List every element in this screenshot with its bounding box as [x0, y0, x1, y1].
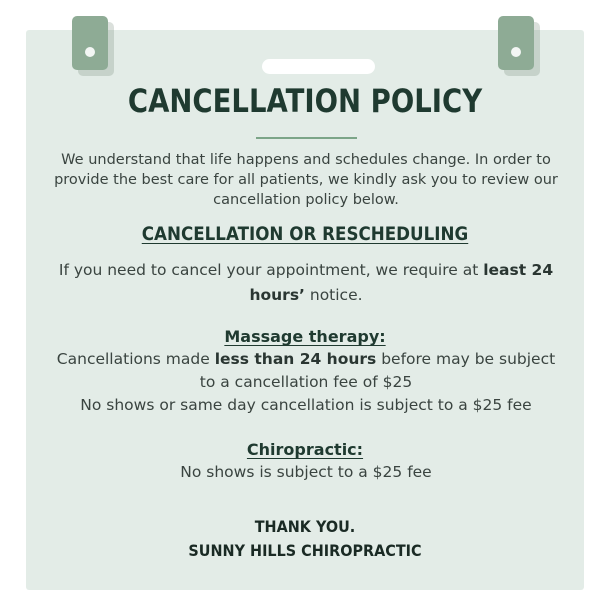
notice-text-start: If you need to cancel your appointment, we require at [58, 261, 484, 279]
massage-line-1 [30, 348, 582, 371]
massage-line-1-start: Cancellations made [56, 350, 215, 368]
thank-you-text: THANK YOU. [254, 517, 356, 536]
massage-line-1-end: before may be subject [376, 350, 556, 368]
chiropractic-line-1: No shows is subject to a $25 fee [180, 463, 432, 481]
massage-line-1-emphasis: less than 24 hours [214, 350, 377, 368]
paper-slot [262, 59, 375, 74]
left-clip-icon [72, 16, 108, 70]
clip-hole-icon [511, 47, 521, 57]
massage-policy [30, 348, 582, 417]
clip-hole-icon [85, 47, 95, 57]
title-divider [256, 137, 357, 139]
chiropractic-policy [30, 461, 582, 484]
notice-text-end: notice. [304, 286, 363, 304]
massage-line-2: to a cancellation fee of $25 [199, 373, 413, 391]
right-clip-icon [498, 16, 534, 70]
massage-line-3: No shows or same day cancellation is subject to a $25 fee [80, 396, 532, 414]
notice-text [40, 258, 572, 308]
chiropractic-heading: Chiropractic: [246, 440, 364, 459]
intro-text: We understand that life happens and schedules change. In order to provide the best care for all patients, we kindly ask you to review our cancellation policy below. [54, 152, 558, 208]
section-heading: CANCELLATION OR RESCHEDULING [141, 223, 469, 245]
massage-heading: Massage therapy: [224, 327, 386, 346]
page-title: CANCELLATION POLICY [127, 82, 483, 120]
business-name: SUNNY HILLS CHIROPRACTIC [188, 541, 422, 560]
notice-text-emphasis: least 24 hours’ [249, 261, 554, 304]
